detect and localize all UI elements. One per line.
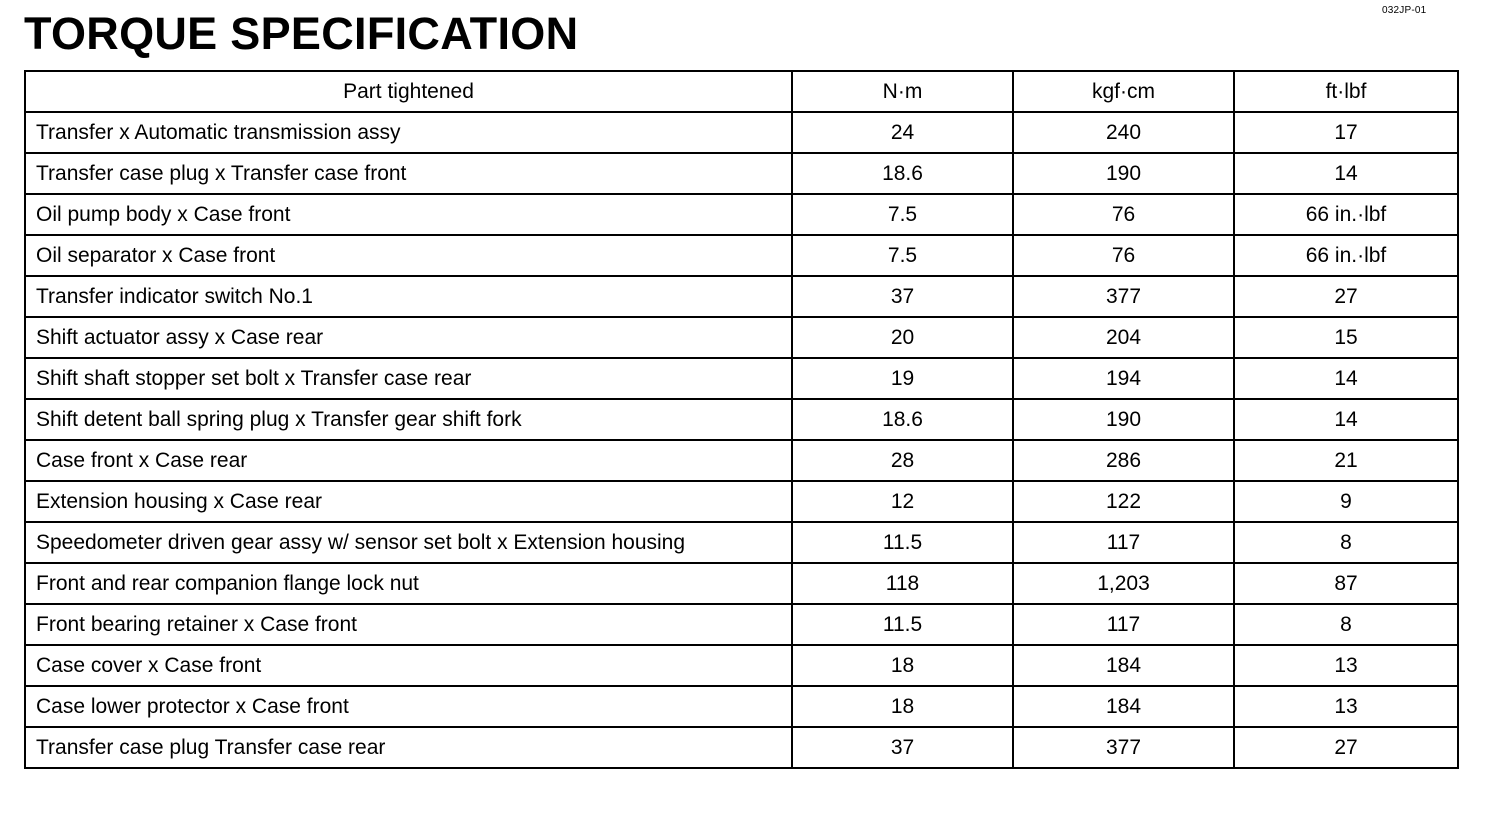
- cell-part-tightened: Transfer case plug x Transfer case front: [25, 153, 792, 194]
- cell-part-tightened: Front bearing retainer x Case front: [25, 604, 792, 645]
- header-part-tightened: Part tightened: [25, 71, 792, 112]
- cell-kgfcm: 76: [1013, 194, 1234, 235]
- table-row: [25, 645, 1458, 686]
- cell-part-tightened: Transfer x Automatic transmission assy: [25, 112, 792, 153]
- header-kgfcm: kgf·cm: [1013, 71, 1234, 112]
- cell-kgfcm: 184: [1013, 686, 1234, 727]
- cell-nm: 11.5: [792, 522, 1013, 563]
- cell-kgfcm: 240: [1013, 112, 1234, 153]
- cell-part-tightened: Front and rear companion flange lock nut: [25, 563, 792, 604]
- table-row: [25, 358, 1458, 399]
- cell-ftlbf: 66 in.·lbf: [1234, 194, 1458, 235]
- cell-part-tightened: Oil separator x Case front: [25, 235, 792, 276]
- cell-kgfcm: 286: [1013, 440, 1234, 481]
- cell-ftlbf: 21: [1234, 440, 1458, 481]
- cell-nm: 118: [792, 563, 1013, 604]
- cell-ftlbf: 15: [1234, 317, 1458, 358]
- table-row: [25, 153, 1458, 194]
- cell-ftlbf: 13: [1234, 645, 1458, 686]
- cell-nm: 12: [792, 481, 1013, 522]
- cell-ftlbf: 8: [1234, 522, 1458, 563]
- cell-ftlbf: 27: [1234, 727, 1458, 768]
- cell-ftlbf: 14: [1234, 358, 1458, 399]
- cell-ftlbf: 17: [1234, 112, 1458, 153]
- cell-part-tightened: Shift actuator assy x Case rear: [25, 317, 792, 358]
- table-row: [25, 440, 1458, 481]
- torque-spec-table: [24, 70, 1459, 769]
- table-row: [25, 481, 1458, 522]
- cell-kgfcm: 377: [1013, 276, 1234, 317]
- table-row: [25, 276, 1458, 317]
- cell-nm: 7.5: [792, 194, 1013, 235]
- cell-nm: 11.5: [792, 604, 1013, 645]
- table-row: [25, 563, 1458, 604]
- cell-part-tightened: Extension housing x Case rear: [25, 481, 792, 522]
- cell-part-tightened: Shift detent ball spring plug x Transfer gear shift fork: [25, 399, 792, 440]
- table-row: [25, 317, 1458, 358]
- cell-ftlbf: 13: [1234, 686, 1458, 727]
- cell-nm: 24: [792, 112, 1013, 153]
- table-row: [25, 727, 1458, 768]
- document-code: 032JP-01: [1382, 5, 1427, 16]
- cell-part-tightened: Shift shaft stopper set bolt x Transfer case rear: [25, 358, 792, 399]
- cell-nm: 18.6: [792, 399, 1013, 440]
- cell-nm: 19: [792, 358, 1013, 399]
- table-row: [25, 235, 1458, 276]
- cell-part-tightened: Case lower protector x Case front: [25, 686, 792, 727]
- cell-part-tightened: Speedometer driven gear assy w/ sensor set bolt x Extension housing: [25, 522, 792, 563]
- cell-part-tightened: Transfer case plug Transfer case rear: [25, 727, 792, 768]
- table-row: [25, 399, 1458, 440]
- cell-kgfcm: 190: [1013, 399, 1234, 440]
- cell-ftlbf: 66 in.·lbf: [1234, 235, 1458, 276]
- cell-kgfcm: 76: [1013, 235, 1234, 276]
- cell-kgfcm: 377: [1013, 727, 1234, 768]
- cell-nm: 18: [792, 645, 1013, 686]
- cell-nm: 18: [792, 686, 1013, 727]
- cell-part-tightened: Oil pump body x Case front: [25, 194, 792, 235]
- table-row: [25, 522, 1458, 563]
- cell-kgfcm: 194: [1013, 358, 1234, 399]
- cell-kgfcm: 184: [1013, 645, 1234, 686]
- cell-kgfcm: 122: [1013, 481, 1234, 522]
- cell-kgfcm: 204: [1013, 317, 1234, 358]
- cell-ftlbf: 14: [1234, 153, 1458, 194]
- cell-nm: 37: [792, 276, 1013, 317]
- table-row: [25, 686, 1458, 727]
- cell-ftlbf: 27: [1234, 276, 1458, 317]
- header-ftlbf: ft·lbf: [1234, 71, 1458, 112]
- cell-kgfcm: 117: [1013, 522, 1234, 563]
- cell-nm: 18.6: [792, 153, 1013, 194]
- cell-nm: 37: [792, 727, 1013, 768]
- table-header: [25, 71, 1458, 112]
- table-row: [25, 194, 1458, 235]
- cell-nm: 28: [792, 440, 1013, 481]
- cell-ftlbf: 14: [1234, 399, 1458, 440]
- cell-kgfcm: 190: [1013, 153, 1234, 194]
- cell-nm: 20: [792, 317, 1013, 358]
- header-row: [25, 71, 1458, 112]
- cell-part-tightened: Case cover x Case front: [25, 645, 792, 686]
- cell-nm: 7.5: [792, 235, 1013, 276]
- table-row: [25, 604, 1458, 645]
- cell-kgfcm: 1,203: [1013, 563, 1234, 604]
- page-title: TORQUE SPECIFICATION: [24, 8, 579, 59]
- table-body: [25, 112, 1458, 768]
- cell-part-tightened: Case front x Case rear: [25, 440, 792, 481]
- header-nm: N·m: [792, 71, 1013, 112]
- cell-ftlbf: 9: [1234, 481, 1458, 522]
- cell-part-tightened: Transfer indicator switch No.1: [25, 276, 792, 317]
- cell-ftlbf: 87: [1234, 563, 1458, 604]
- cell-ftlbf: 8: [1234, 604, 1458, 645]
- cell-kgfcm: 117: [1013, 604, 1234, 645]
- table-row: [25, 112, 1458, 153]
